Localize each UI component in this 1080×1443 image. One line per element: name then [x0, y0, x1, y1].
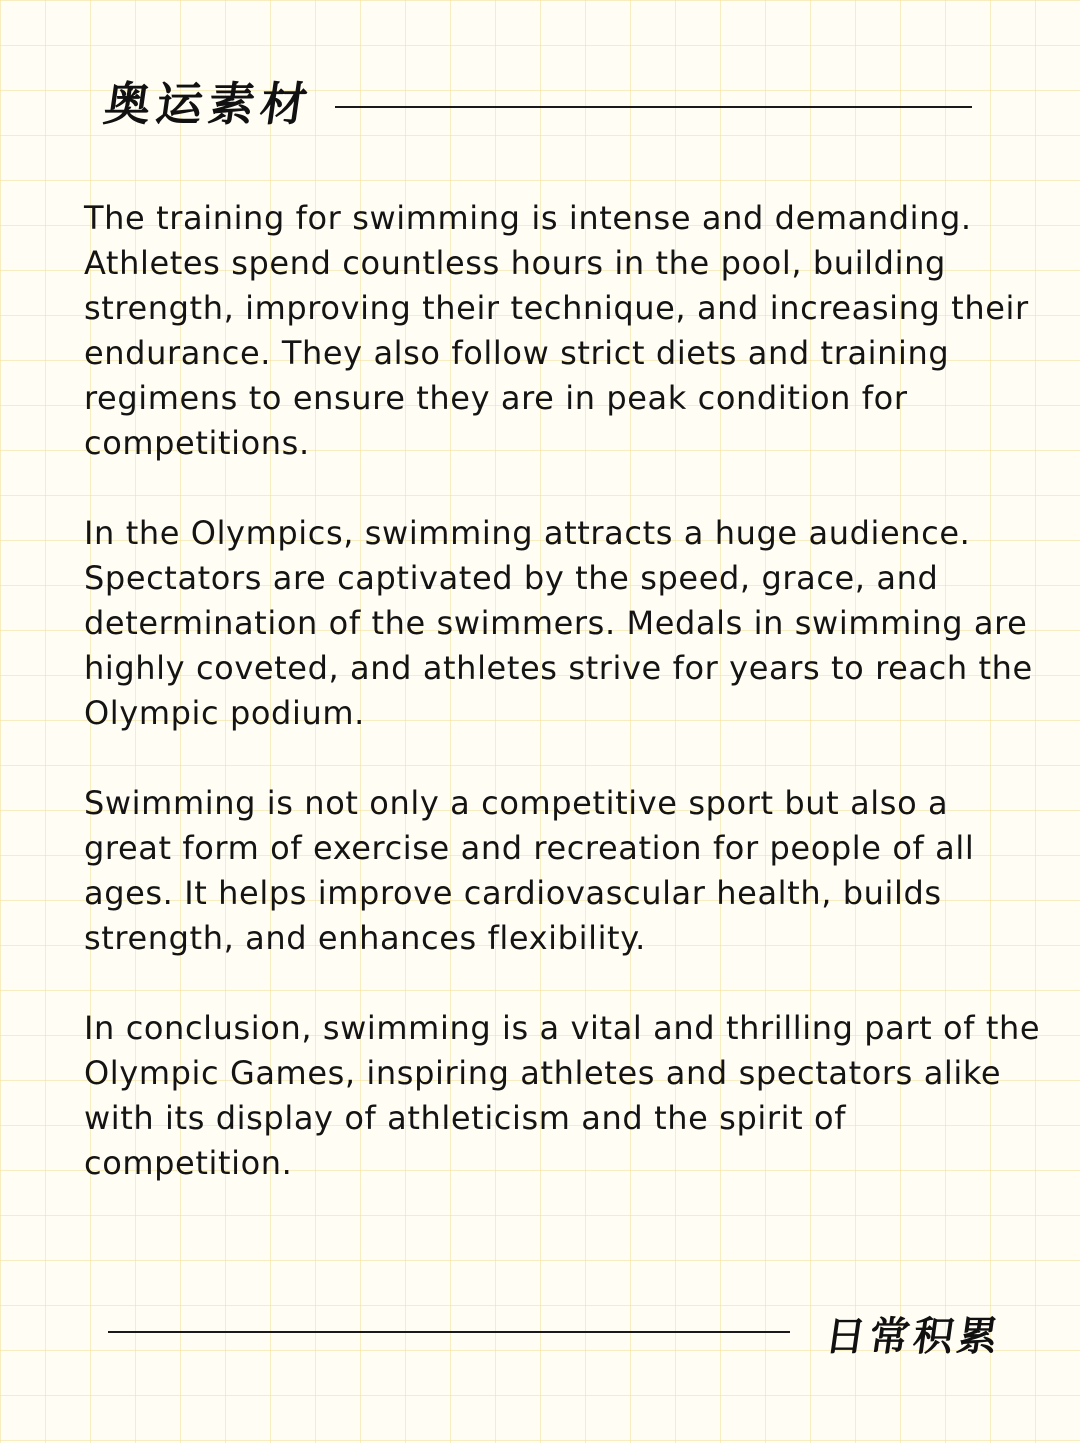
footer-divider-line: [108, 1331, 790, 1333]
paragraph-exercise-benefits: Swimming is not only a competitive sport but also a great form of exercise and recreation for people of all ages. It helps improve cardiovascular health, builds strength, and enhances flexibility.: [84, 784, 975, 957]
footer-title: 日常积累: [822, 1313, 1005, 1360]
header-divider-line: [335, 106, 972, 108]
paragraph-training: The training for swimming is intense and demanding. Athletes spend countless hours in the pool, building strength, improving their technique, and increasing their endurance. They also follow strict diets and training regimens to ensure they are in peak condition for competitions.: [84, 199, 1029, 462]
article-body: [84, 196, 1044, 1231]
header-title: 奥运素材: [100, 77, 317, 131]
paragraph-olympics-audience: In the Olympics, swimming attracts a huge audience. Spectators are captivated by the speed, grace, and determination of the swimmers. Medals in swimming are highly coveted, and athletes strive for years to reach the Olympic podium.: [84, 514, 1033, 732]
paragraph-conclusion: In conclusion, swimming is a vital and thrilling part of the Olympic Games, inspiring athletes and spectators alike with its display of athleticism and the spirit of competition.: [84, 1009, 1041, 1182]
